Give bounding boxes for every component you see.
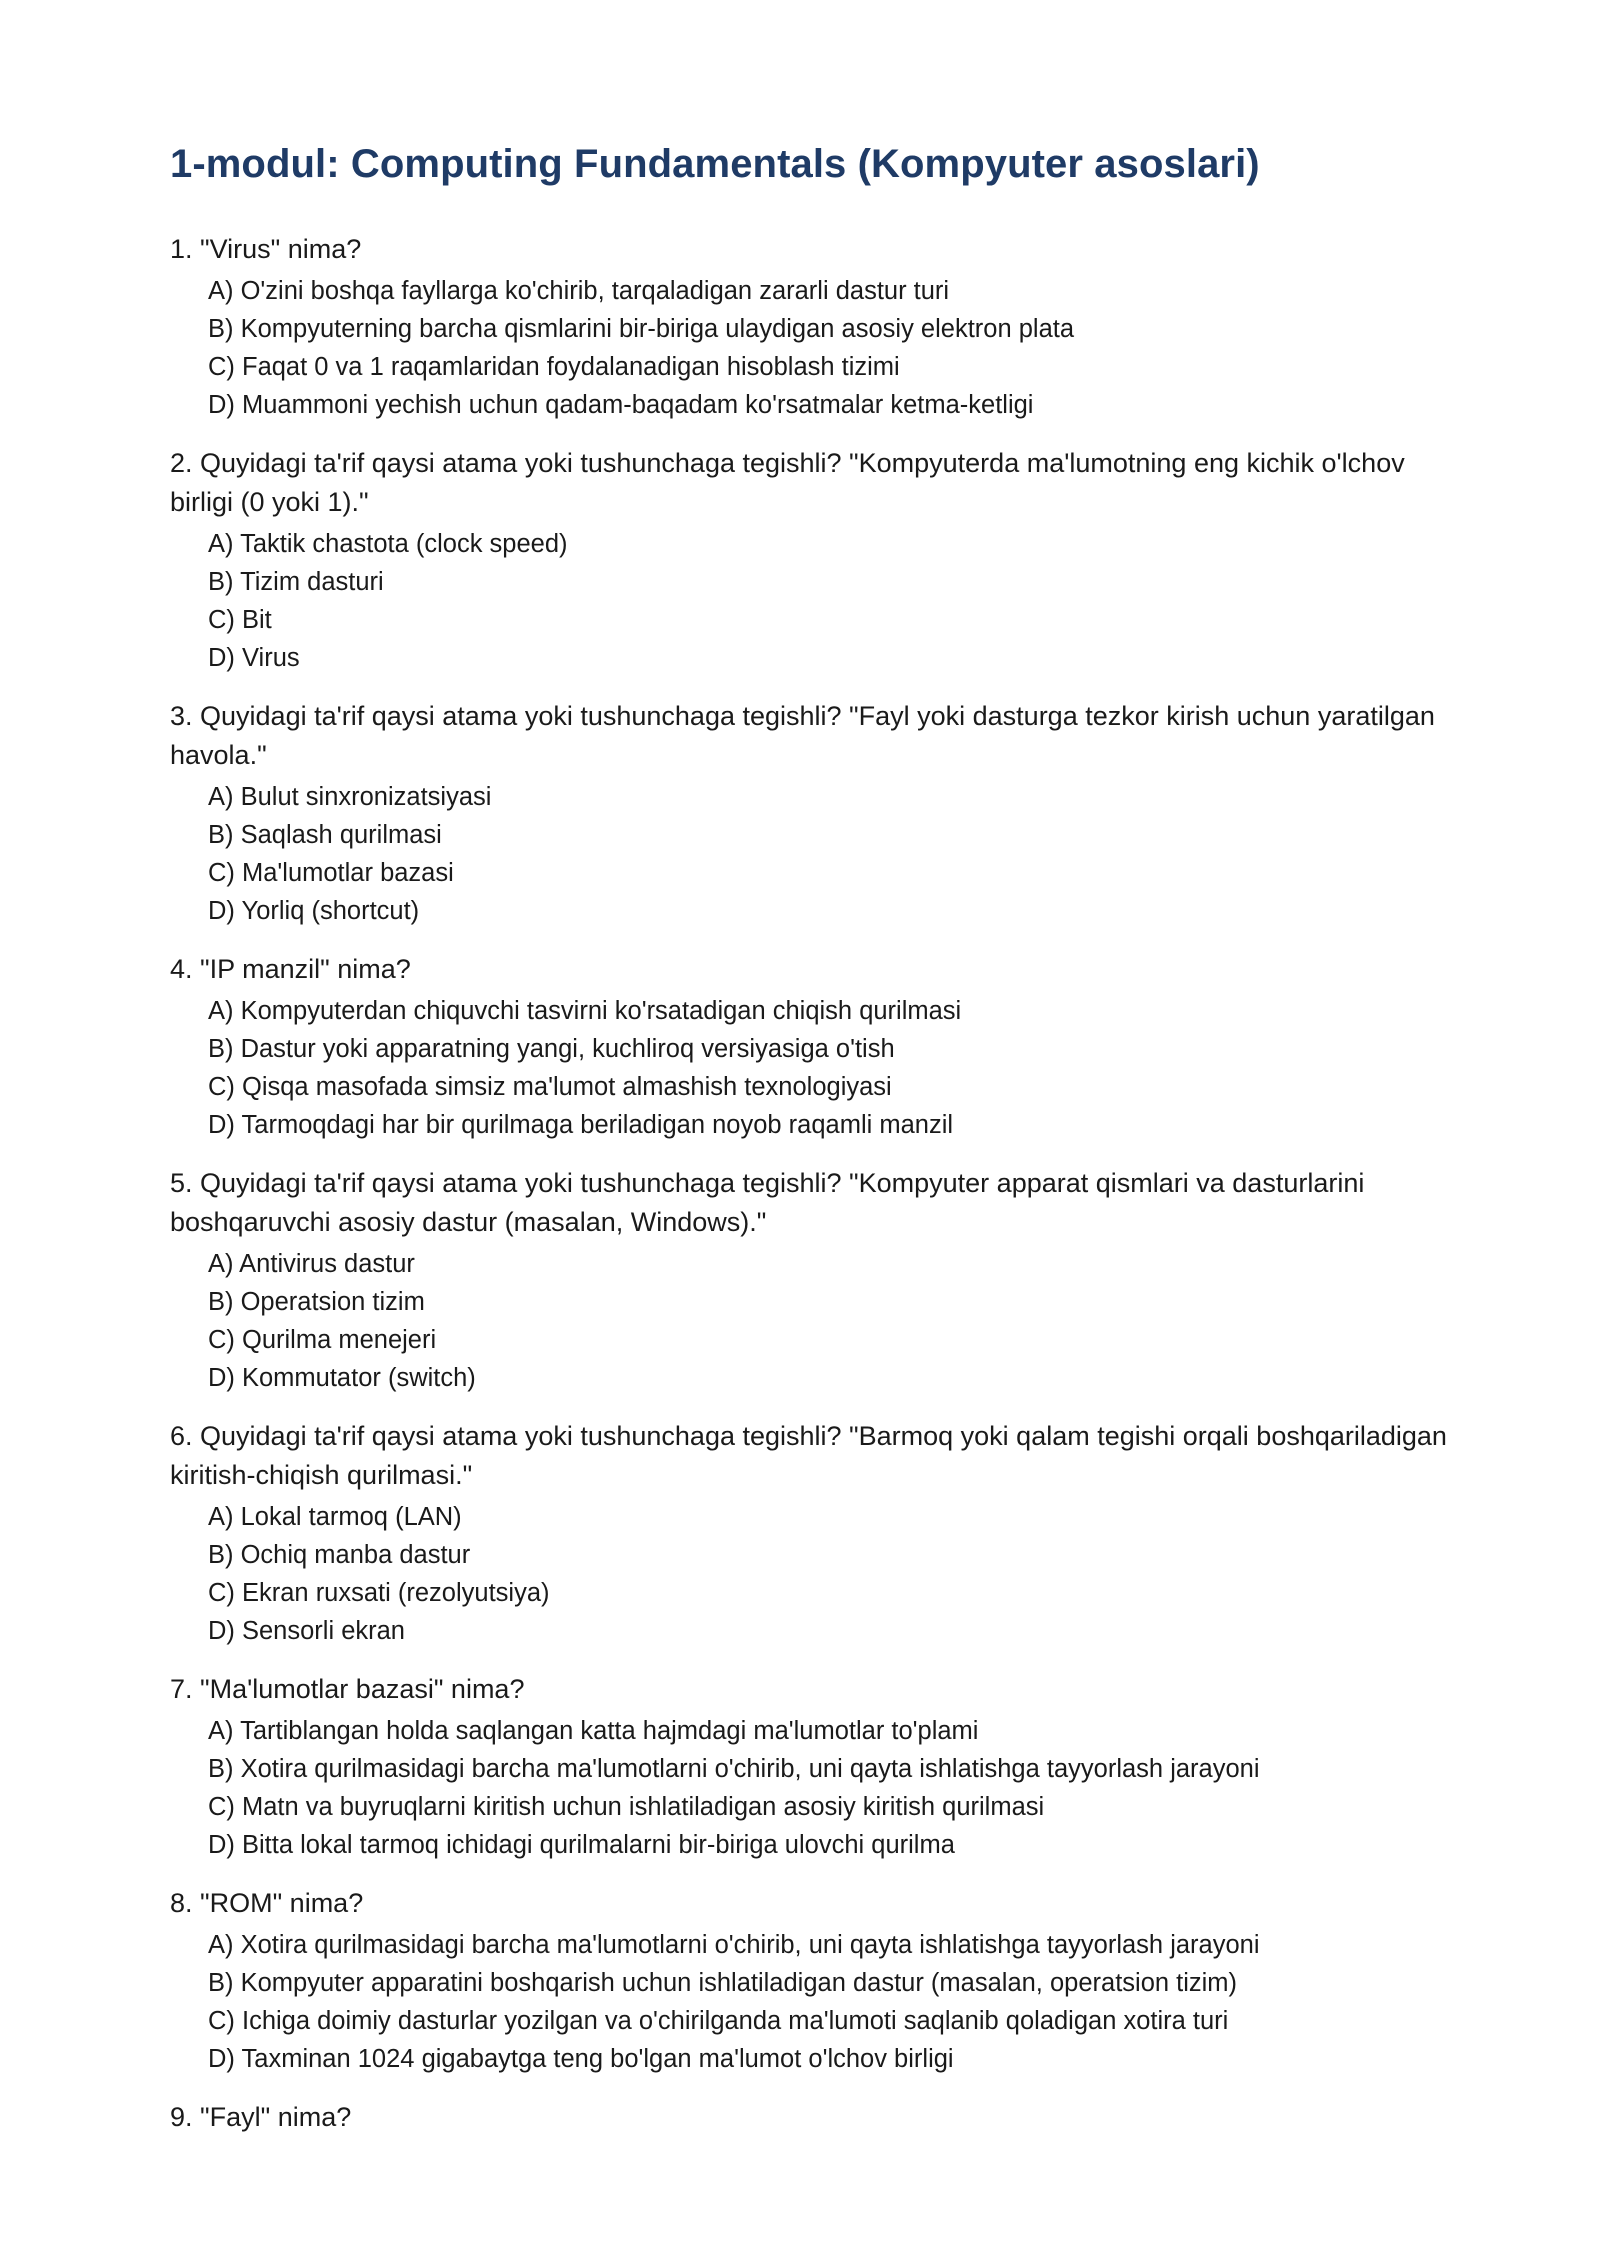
answer-option: A) Antivirus dastur xyxy=(208,1250,415,1278)
answer-option: B) Ochiq manba dastur xyxy=(208,1541,471,1569)
answer-option: A) Taktik chastota (clock speed) xyxy=(208,530,568,558)
question-1 xyxy=(170,230,1470,424)
question-3 xyxy=(170,697,1470,930)
option-list xyxy=(170,778,1470,930)
answer-option: B) Dastur yoki apparatning yangi, kuchliroq versiyasiga o'tish xyxy=(208,1035,895,1063)
answer-option: C) Qurilma menejeri xyxy=(208,1326,437,1354)
question-5 xyxy=(170,1164,1470,1397)
answer-option: B) Saqlash qurilmasi xyxy=(208,821,442,849)
option-list xyxy=(170,272,1470,424)
page-title: 1-modul: Computing Fundamentals (Kompyuter asoslari) xyxy=(170,142,1260,186)
answer-option: C) Matn va buyruqlarni kiritish uchun ishlatiladigan asosiy kiritish qurilmasi xyxy=(208,1793,1045,1821)
question-text: 4. "IP manzil" nima? xyxy=(170,954,411,984)
document-page xyxy=(170,140,1470,2157)
answer-option: D) Virus xyxy=(208,644,300,672)
answer-option: A) Xotira qurilmasidagi barcha ma'lumotlarni o'chirib, uni qayta ishlatishga tayyorlash jarayoni xyxy=(208,1931,1260,1959)
answer-option: B) Tizim dasturi xyxy=(208,568,384,596)
question-text: 9. "Fayl" nima? xyxy=(170,2102,352,2132)
question-text: 6. Quyidagi ta'rif qaysi atama yoki tushunchaga tegishli? "Barmoq yoki qalam tegishi orqali boshqariladigan kiritish-chiqish qurilmasi." xyxy=(170,1421,1447,1490)
question-text: 1. "Virus" nima? xyxy=(170,234,362,264)
answer-option: D) Tarmoqdagi har bir qurilmaga beriladigan noyob raqamli manzil xyxy=(208,1111,954,1139)
answer-option: C) Ichiga doimiy dasturlar yozilgan va o'chirilganda ma'lumoti saqlanib qoladigan xotira turi xyxy=(208,2007,1229,2035)
answer-option: A) Lokal tarmoq (LAN) xyxy=(208,1503,462,1531)
question-list xyxy=(170,230,1470,2137)
answer-option: D) Bitta lokal tarmoq ichidagi qurilmalarni bir-biriga ulovchi qurilma xyxy=(208,1831,955,1859)
question-text: 8. "ROM" nima? xyxy=(170,1888,364,1918)
question-text: 3. Quyidagi ta'rif qaysi atama yoki tushunchaga tegishli? "Fayl yoki dasturga tezkor kirish uchun yaratilgan havola." xyxy=(170,701,1435,770)
option-list xyxy=(170,1926,1470,2078)
answer-option: D) Muammoni yechish uchun qadam-baqadam ko'rsatmalar ketma-ketligi xyxy=(208,391,1034,419)
question-text: 5. Quyidagi ta'rif qaysi atama yoki tushunchaga tegishli? "Kompyuter apparat qismlari va dasturlarini boshqaruvchi asosiy dastur (masalan, Windows)." xyxy=(170,1168,1365,1237)
option-list xyxy=(170,525,1470,677)
answer-option: D) Yorliq (shortcut) xyxy=(208,897,420,925)
answer-option: C) Faqat 0 va 1 raqamlaridan foydalanadigan hisoblash tizimi xyxy=(208,353,900,381)
answer-option: B) Kompyuter apparatini boshqarish uchun ishlatiladigan dastur (masalan, operatsion tizim) xyxy=(208,1969,1238,1997)
answer-option: B) Operatsion tizim xyxy=(208,1288,425,1316)
question-text: 2. Quyidagi ta'rif qaysi atama yoki tushunchaga tegishli? "Kompyuterda ma'lumotning eng kichik o'lchov birligi (0 yoki 1)." xyxy=(170,448,1405,517)
question-text: 7. "Ma'lumotlar bazasi" nima? xyxy=(170,1674,525,1704)
option-list xyxy=(170,1245,1470,1397)
answer-option: B) Kompyuterning barcha qismlarini bir-biriga ulaydigan asosiy elektron plata xyxy=(208,315,1075,343)
question-9 xyxy=(170,2098,1470,2137)
option-list xyxy=(170,1498,1470,1650)
answer-option: A) Tartiblangan holda saqlangan katta hajmdagi ma'lumotlar to'plami xyxy=(208,1717,979,1745)
answer-option: A) Kompyuterdan chiquvchi tasvirni ko'rsatadigan chiqish qurilmasi xyxy=(208,997,962,1025)
answer-option: D) Kommutator (switch) xyxy=(208,1364,476,1392)
question-8 xyxy=(170,1884,1470,2078)
answer-option: D) Taxminan 1024 gigabaytga teng bo'lgan ma'lumot o'lchov birligi xyxy=(208,2045,954,2073)
option-list xyxy=(170,1712,1470,1864)
answer-option: A) Bulut sinxronizatsiyasi xyxy=(208,783,492,811)
answer-option: B) Xotira qurilmasidagi barcha ma'lumotlarni o'chirib, uni qayta ishlatishga tayyorlash jarayoni xyxy=(208,1755,1260,1783)
answer-option: A) O'zini boshqa fayllarga ko'chirib, tarqaladigan zararli dastur turi xyxy=(208,277,950,305)
question-7 xyxy=(170,1670,1470,1864)
question-2 xyxy=(170,444,1470,677)
answer-option: C) Bit xyxy=(208,606,272,634)
question-6 xyxy=(170,1417,1470,1650)
answer-option: D) Sensorli ekran xyxy=(208,1617,405,1645)
answer-option: C) Ma'lumotlar bazasi xyxy=(208,859,454,887)
question-4 xyxy=(170,950,1470,1144)
answer-option: C) Ekran ruxsati (rezolyutsiya) xyxy=(208,1579,550,1607)
option-list xyxy=(170,992,1470,1144)
answer-option: C) Qisqa masofada simsiz ma'lumot almashish texnologiyasi xyxy=(208,1073,892,1101)
